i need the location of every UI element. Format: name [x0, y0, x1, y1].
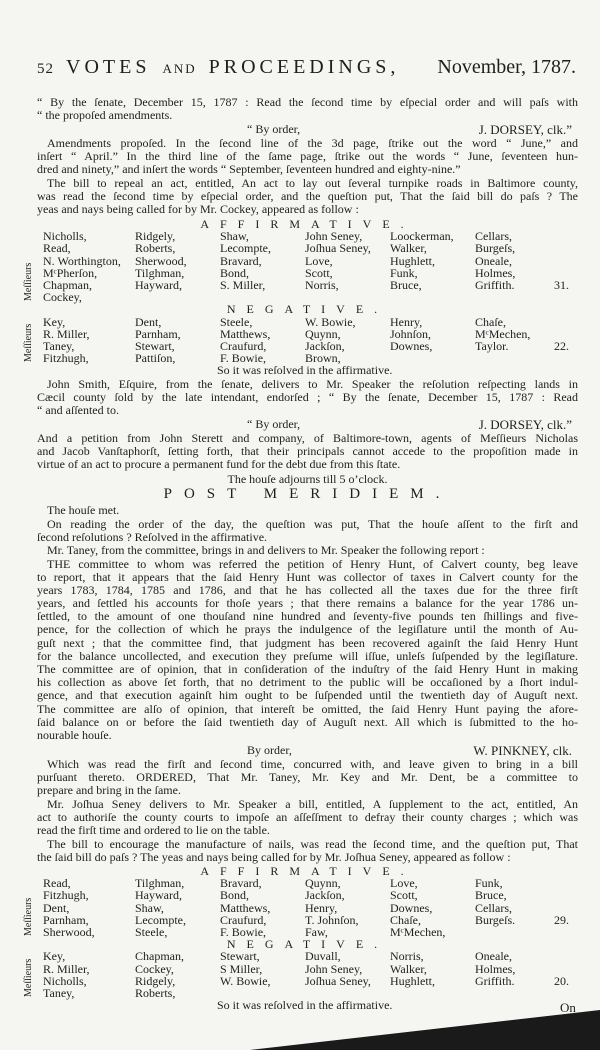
member-name: Walker, — [390, 241, 427, 256]
by-order-line — [37, 418, 578, 431]
by-order-line — [37, 744, 578, 757]
member-name: Steele, — [135, 924, 168, 939]
member-name: Taney, — [43, 338, 75, 353]
vote-row — [37, 963, 547, 975]
text-line: The committee are alſo of opinion, that intereſt be omitted, the ſaid Henry Hunt paying the afore- — [37, 701, 578, 716]
text-line: Which was read the firſt and ſecond time, concurred with, and leave given to bring in a bill — [47, 757, 578, 771]
text-line: The committee are of opinion, that in conſideration of the induſtry of the ſaid Henry Hunt in making — [37, 662, 578, 676]
vote-result — [37, 364, 547, 376]
member-name: Griffith. — [475, 277, 515, 292]
member-name: Scott, — [305, 265, 333, 280]
text-line: years 1783, 1784, 1785 and 1786, and that he has collected all the taxes due for the three firſt — [37, 582, 578, 597]
text-line: act to authoriſe the county courts to impoſe an aſſeſſment to defray their county charges ; which was — [37, 810, 578, 825]
member-name: W. Bowie, — [220, 973, 271, 988]
vote-row — [37, 267, 547, 279]
paragraph-senate-endorsement — [37, 96, 578, 122]
title-votes: VOTES — [66, 56, 151, 78]
member-name: Funk, — [390, 265, 418, 280]
text-line: to report, that it appears that the ſaid Henry Hunt was collector of taxes in Calvert county for the — [37, 569, 578, 584]
member-name: Cockey, — [135, 961, 174, 976]
text-line: The houſe met. — [47, 503, 120, 517]
text-line: nourable houſe. — [37, 727, 112, 742]
text-line: “ and aſſented to. — [37, 403, 119, 418]
member-name: Shaw, — [135, 900, 164, 915]
member-name: Downes, — [390, 338, 433, 353]
text-line: dred and ninety,” and inſert the words “ September, ſeventeen hundred and eighty-nine.” — [37, 162, 461, 177]
member-name: Hayward, — [135, 888, 182, 903]
member-name: Key, — [43, 314, 66, 329]
member-name: Bond, — [220, 888, 250, 903]
member-name: Bravard, — [220, 253, 262, 268]
member-name: Johnſon, — [390, 326, 432, 341]
text-line: his collection as above ſet forth, that no detriment to the public will be occaſioned by a ſhort indul- — [37, 675, 578, 690]
member-name: Henry, — [305, 900, 338, 915]
member-name: Craufurd, — [220, 912, 267, 927]
vote-table-turnpike — [23, 217, 569, 378]
text-line: Cæcil county ſold by the late intendant, endorſed ; “ By the ſenate, December 15, 1787 : Read — [37, 390, 578, 405]
clerk-signature: J. DORSEY, clk.” — [478, 122, 572, 137]
member-name: Jackſon, — [305, 338, 345, 353]
vote-result-text: So it was reſolved in the affirmative. — [217, 363, 393, 378]
paragraph-taney-report — [37, 544, 578, 557]
title-and: AND — [162, 61, 197, 76]
member-name: Love, — [390, 876, 418, 891]
member-name: N. Worthington, — [43, 253, 121, 268]
member-name: Oneale, — [475, 253, 512, 268]
text-line: “ the propoſed amendments. — [37, 108, 173, 123]
clerk-signature: J. DORSEY, clk.” — [478, 417, 572, 432]
member-name: Bruce, — [390, 277, 422, 292]
vote-count: 29. — [554, 912, 569, 927]
member-name: Roberts, — [135, 241, 176, 256]
clerk-signature: W. PINKNEY, clk. — [473, 743, 572, 758]
text-line: virtue of an act to procure a permanent fund for the debt due from this ſtate. — [37, 457, 401, 472]
negative-group — [23, 949, 569, 1000]
messieurs-label: Meſſieurs — [23, 897, 34, 937]
member-name: Steele, — [220, 314, 253, 329]
vote-row — [37, 230, 547, 242]
member-name: Burgeſs, — [475, 241, 516, 256]
member-name: Parnham, — [135, 326, 181, 341]
paragraph-sterett-petition — [37, 432, 578, 472]
member-name: Oneale, — [475, 949, 512, 964]
member-name: Ridgely, — [135, 229, 176, 244]
text-line: purſuant thereto. ORDERED, That Mr. Taney, Mr. Key and Mr. Dent, be a committee to — [37, 770, 578, 785]
by-order-line — [37, 123, 578, 136]
member-name: Norris, — [390, 949, 424, 964]
member-name: Roberts, — [135, 985, 176, 1000]
member-name: Lecompte, — [220, 241, 271, 256]
member-name: Stewart, — [220, 949, 260, 964]
member-name: Craufurd, — [220, 338, 267, 353]
by-order-label: By order, — [247, 743, 292, 757]
vote-table-nails — [23, 864, 569, 1013]
member-name: Nicholls, — [43, 973, 87, 988]
member-name: Henry, — [390, 314, 423, 329]
member-name: Bruce, — [475, 888, 507, 903]
member-name: Brown, — [305, 351, 341, 366]
member-name: Joſhua Seney, — [305, 973, 371, 988]
member-name: Bravard, — [220, 876, 262, 891]
paragraph-committee-report — [37, 558, 578, 743]
member-name: Cockey, — [43, 290, 82, 305]
member-name: R. Miller, — [43, 326, 90, 341]
member-name: Hayward, — [135, 277, 182, 292]
vote-count: 31. — [554, 277, 569, 292]
affirmative-group — [23, 876, 569, 939]
messieurs-label: Meſſieurs — [23, 323, 34, 363]
text-line: inſert “ April.” In the third line of the ſame page, ſtrike out the words “ June, ſeventeen hun- — [37, 149, 578, 164]
member-name: Duvall, — [305, 949, 341, 964]
member-name: Fitzhugh, — [43, 351, 89, 366]
text-line: prepare and bring in the ſame. — [37, 783, 181, 798]
affirmative-group — [23, 229, 569, 305]
member-name: Joſhua Seney, — [305, 241, 371, 256]
member-name: Loockerman, — [390, 229, 454, 244]
member-name: MᶜMechen, — [390, 924, 446, 939]
text-line: was read the ſecond time by eſpecial order, and the queſtion put, That the ſaid bill do paſs ? The — [37, 189, 578, 204]
vote-row — [37, 926, 547, 938]
member-name: Jackſon, — [305, 888, 345, 903]
member-name: Love, — [305, 253, 333, 268]
adjourn-line: The houſe adjourns till 5 o’clock. — [227, 472, 388, 486]
member-name: Tilghman, — [135, 876, 185, 891]
member-name: John Seney, — [305, 229, 363, 244]
text-line: yeas and nays being called for by Mr. Cockey, appeared as follow : — [37, 202, 359, 217]
member-name: Parnham, — [43, 912, 89, 927]
by-order-label: “ By order, — [247, 417, 301, 431]
member-name: Stewart, — [135, 338, 175, 353]
catchword: On — [560, 1000, 576, 1015]
text-line: And a petition from John Sterett and company, of Baltimore-town, agents of Meſſieurs Nicholas — [37, 431, 578, 445]
text-line: The bill to encourage the manufacture of nails, was read the ſecond time, and the queſtion put, That — [47, 837, 578, 851]
vote-row — [37, 950, 547, 962]
member-name: Hughlett, — [390, 253, 435, 268]
member-name: Matthews, — [220, 326, 271, 341]
member-name: Chaſe, — [475, 314, 506, 329]
paragraph-order-of-day — [37, 518, 578, 544]
text-line: gence, and that execution againſt him ought to be ſuſpended until the twentieth day of Auguſt next. — [37, 688, 578, 703]
text-line: On reading the order of the day, the queſtion was put, That the houſe aſſent to the firſt and — [47, 516, 578, 531]
vote-row — [37, 902, 547, 914]
negative-heading: NEGATIVE. — [226, 302, 389, 317]
member-name: Faw, — [305, 924, 328, 939]
text-line: ſettled, to the amount of one thouſand nine hundred and ſeventy-five pounds ten ſhillings and five- — [37, 609, 578, 624]
member-name: Walker, — [390, 961, 427, 976]
vote-result — [37, 999, 547, 1011]
member-name: Scott, — [390, 888, 418, 903]
vote-row — [37, 338, 569, 353]
affirmative-heading: AFFIRMATIVE. — [200, 217, 415, 231]
vote-row — [37, 316, 547, 328]
text-line: guſt next ; that the committee find, that judgment has been recovered againſt the ſaid Henry Hunt — [37, 635, 578, 650]
member-name: Sherwood, — [135, 253, 187, 268]
member-name: Lecompte, — [135, 912, 186, 927]
member-name: Matthews, — [220, 900, 271, 915]
member-name: R. Miller, — [43, 961, 90, 976]
member-name: Dent, — [43, 900, 70, 915]
paragraph-read-first-second — [37, 758, 578, 798]
member-name: MᶜMechen, — [475, 326, 531, 341]
member-name: Sherwood, — [43, 924, 95, 939]
member-name: Bond, — [220, 265, 250, 280]
paragraph-turnpike-bill — [37, 177, 578, 217]
paragraph-nails-bill — [37, 838, 578, 864]
member-name: Shaw, — [220, 229, 249, 244]
page-number: 52 — [37, 61, 54, 77]
member-name: Ridgely, — [135, 973, 176, 988]
member-name: Chaſe, — [390, 912, 421, 927]
text-line: for the balance uncollected, and execution they preſume will iſſue, unleſs ſuſpended by the legiſlature. — [37, 648, 578, 663]
member-name: Chapman, — [135, 949, 184, 964]
member-name: W. Bowie, — [305, 314, 356, 329]
text-line: THE committee to whom was referred the petition of Henry Hunt, of Calvert county, beg leave — [47, 556, 578, 571]
vote-count: 20. — [554, 973, 569, 988]
text-line: pence, for the collection of which he prays the indulgence of the legiſlature until the month of Au- — [37, 622, 578, 637]
member-name: T. Johnſon, — [305, 912, 359, 927]
member-name: John Seney, — [305, 961, 363, 976]
header-date: November, 1787. — [437, 56, 576, 78]
member-name: Quynn, — [305, 876, 341, 891]
member-name: Chapman, — [43, 277, 92, 292]
text-line: Amendments propoſed. In the ſecond line of the 3d page, ſtrike out the word “ June,” and — [47, 136, 578, 150]
member-name: Nicholls, — [43, 229, 87, 244]
messieurs-label: Meſſieurs — [23, 958, 34, 998]
text-line: years, and ſettled his accounts for thoſe years ; that there remains a balance for the year 1786 un- — [37, 596, 578, 611]
vote-row — [37, 242, 547, 254]
text-line: ſecond reſolutions ? Reſolved in the affirmative. — [37, 529, 268, 544]
member-name: Key, — [43, 949, 66, 964]
member-name: Read, — [43, 876, 71, 891]
section-heading-post-meridiem: POST MERIDIEM. — [163, 486, 452, 502]
by-order-label: “ By order, — [247, 122, 301, 136]
vote-count: 22. — [554, 338, 569, 353]
text-line: the ſaid bill do paſs ? The yeas and nays being called for by Mr. Joſhua Seney, appeared as follow : — [37, 850, 511, 865]
member-name: Norris, — [305, 277, 339, 292]
member-name: MᶜPherſon, — [43, 265, 98, 280]
member-name: F. Bowie, — [220, 351, 267, 366]
vote-row — [37, 291, 547, 303]
member-name: Taylor. — [475, 338, 509, 353]
member-name: S. Miller, — [220, 277, 266, 292]
member-name: Quynn, — [305, 326, 341, 341]
text-line: John Smith, Eſquire, from the ſenate, delivers to Mr. Speaker the reſolution reſpecting lands in — [47, 377, 578, 391]
member-name: Holmes, — [475, 265, 516, 280]
negative-group — [23, 314, 569, 366]
member-name: F. Bowie, — [220, 924, 267, 939]
member-name: Hughlett, — [390, 973, 435, 988]
member-name: Tilghman, — [135, 265, 185, 280]
negative-heading: NEGATIVE. — [226, 937, 389, 952]
vote-row — [37, 912, 569, 927]
vote-row — [37, 877, 547, 889]
text-line: Mr. Taney, from the committee, brings in and delivers to Mr. Speaker the following report : — [47, 543, 485, 557]
member-name: Funk, — [475, 876, 503, 891]
affirmative-heading: AFFIRMATIVE. — [200, 864, 415, 878]
member-name: Fitzhugh, — [43, 888, 89, 903]
vote-result-text: So it was reſolved in the affirmative. — [217, 998, 393, 1013]
member-name: Holmes, — [475, 961, 516, 976]
member-name: Cellars, — [475, 900, 512, 915]
member-name: S Miller, — [220, 961, 263, 976]
vote-row — [37, 255, 547, 267]
paragraph-house-met — [37, 504, 578, 517]
vote-row — [37, 889, 547, 901]
text-line: Mr. Joſhua Seney delivers to Mr. Speaker a bill, entitled, A ſupplement to the act, entitled, An — [47, 797, 578, 811]
member-name: Griffith. — [475, 973, 515, 988]
text-line: The bill to repeal an act, entitled, An act to lay out ſeveral turnpike roads in Baltimore county, — [47, 176, 578, 190]
vote-row — [37, 277, 569, 292]
member-name: Dent, — [135, 314, 162, 329]
text-line: “ By the ſenate, December 15, 1787 : Read the ſecond time by eſpecial order and will paſs with — [37, 95, 578, 109]
text-line: read the firſt time and ordered to lie on the table. — [37, 823, 270, 838]
messieurs-label: Meſſieurs — [23, 263, 34, 302]
vote-row — [37, 973, 569, 988]
member-name: Burgeſs. — [475, 912, 516, 927]
member-name: Downes, — [390, 900, 433, 915]
paragraph-amendments — [37, 137, 578, 177]
title-proceedings: PROCEEDINGS, — [208, 56, 400, 78]
text-line: and Jacob Vanſtaphorſt, ſetting forth, that their principals cannot accede to the propoſition made in — [37, 444, 578, 459]
member-name: Pattiſon, — [135, 351, 176, 366]
text-line: ſaid balance on or before the ſaid twentieth day of Auguſt next. All which is ſubmitted to the ho- — [37, 714, 578, 729]
member-name: Cellars, — [475, 229, 512, 244]
member-name: Taney, — [43, 985, 75, 1000]
paragraph-seney-bill — [37, 798, 578, 838]
running-header — [37, 56, 582, 82]
vote-row — [37, 328, 547, 340]
paragraph-john-smith — [37, 378, 578, 418]
member-name: Read, — [43, 241, 71, 256]
